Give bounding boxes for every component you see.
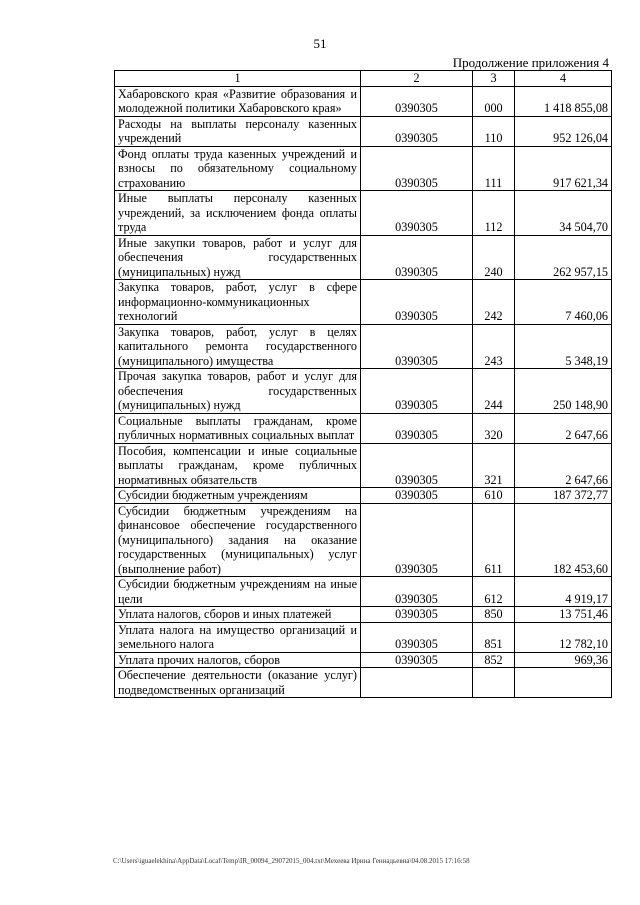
table-row	[115, 607, 612, 623]
amount-cell: 5 348,19	[515, 324, 612, 369]
amount-cell: 2 647,66	[515, 443, 612, 488]
table-row	[115, 668, 612, 698]
table-row	[115, 116, 612, 146]
expense-name-cell: Закупка товаров, работ, услуг в сфере информационно-коммуникационных технологий	[115, 280, 361, 325]
target-article-code-cell: 0390305	[361, 443, 473, 488]
expense-type-code-cell: 000	[473, 86, 515, 116]
expense-name-cell: Иные закупки товаров, работ и услуг для обеспечения государственных (муниципальных) нужд	[115, 235, 361, 280]
amount-cell: 952 126,04	[515, 116, 612, 146]
amount-cell: 7 460,06	[515, 280, 612, 325]
appendix-continuation-note: Продолжение приложения 4	[452, 55, 609, 70]
target-article-code-cell: 0390305	[361, 488, 473, 504]
expense-type-code-cell	[473, 668, 515, 698]
table-row	[115, 280, 612, 325]
expense-type-code-cell: 852	[473, 652, 515, 668]
target-article-code-cell: 0390305	[361, 86, 473, 116]
amount-cell: 262 957,15	[515, 235, 612, 280]
target-article-code-cell: 0390305	[361, 503, 473, 577]
amount-cell: 12 782,10	[515, 622, 612, 652]
expense-name-cell: Пособия, компенсации и иные социальные выплаты гражданам, кроме публичных нормативных обязательств	[115, 443, 361, 488]
amount-cell: 13 751,46	[515, 607, 612, 623]
table-row	[115, 324, 612, 369]
table-row	[115, 235, 612, 280]
table-row	[115, 86, 612, 116]
table-row	[115, 146, 612, 191]
expense-type-code-cell: 611	[473, 503, 515, 577]
amount-cell	[515, 668, 612, 698]
expense-type-code-cell: 243	[473, 324, 515, 369]
expense-name-cell: Хабаровского края «Развитие образования и молодежной политики Хабаровского края»	[115, 86, 361, 116]
amount-cell: 1 418 855,08	[515, 86, 612, 116]
expense-name-cell: Расходы на выплаты персоналу казенных учреждений	[115, 116, 361, 146]
amount-cell: 4 919,17	[515, 577, 612, 607]
target-article-code-cell: 0390305	[361, 369, 473, 414]
target-article-code-cell: 0390305	[361, 146, 473, 191]
expense-type-code-cell: 242	[473, 280, 515, 325]
table-row	[115, 413, 612, 443]
target-article-code-cell: 0390305	[361, 280, 473, 325]
expense-name-cell: Прочая закупка товаров, работ и услуг для обеспечения государственных (муниципальных) нужд	[115, 369, 361, 414]
expense-name-cell: Субсидии бюджетным учреждениям на финансовое обеспечение государственного (муниципального) задания на оказание государственных (муниципальных) услуг (выполнение работ)	[115, 503, 361, 577]
expense-name-cell: Обеспечение деятельности (оказание услуг) подведомственных организаций	[115, 668, 361, 698]
header-col-4: 4	[515, 71, 612, 87]
expense-type-code-cell: 244	[473, 369, 515, 414]
target-article-code-cell: 0390305	[361, 577, 473, 607]
table-row	[115, 622, 612, 652]
expense-name-cell: Уплата прочих налогов, сборов	[115, 652, 361, 668]
expense-name-cell: Субсидии бюджетным учреждениям	[115, 488, 361, 504]
expense-name-cell: Социальные выплаты гражданам, кроме публичных нормативных социальных выплат	[115, 413, 361, 443]
amount-cell: 34 504,70	[515, 191, 612, 236]
expense-type-code-cell: 112	[473, 191, 515, 236]
target-article-code-cell: 0390305	[361, 116, 473, 146]
expense-name-cell: Субсидии бюджетным учреждениям на иные цели	[115, 577, 361, 607]
table-row	[115, 443, 612, 488]
header-col-3: 3	[473, 71, 515, 87]
target-article-code-cell: 0390305	[361, 191, 473, 236]
header-row	[115, 71, 612, 87]
expense-type-code-cell: 110	[473, 116, 515, 146]
amount-cell: 182 453,60	[515, 503, 612, 577]
expense-type-code-cell: 320	[473, 413, 515, 443]
expense-type-code-cell: 851	[473, 622, 515, 652]
header-col-2: 2	[361, 71, 473, 87]
expense-type-code-cell: 610	[473, 488, 515, 504]
target-article-code-cell: 0390305	[361, 607, 473, 623]
expense-name-cell: Уплата налогов, сборов и иных платежей	[115, 607, 361, 623]
page-number: 51	[313, 36, 327, 51]
table-row	[115, 652, 612, 668]
expense-type-code-cell: 111	[473, 146, 515, 191]
expense-name-cell: Уплата налога на имущество организаций и земельного налога	[115, 622, 361, 652]
table-row	[115, 191, 612, 236]
amount-cell: 250 148,90	[515, 369, 612, 414]
expense-type-code-cell: 612	[473, 577, 515, 607]
footer-file-path: C:\Users\iguaelekhina\AppData\Local\Temp\IR_00094_29072015_004.txt\Мехеева Ирина Геннадьевна\04.08.2015 17:16:58	[113, 857, 470, 865]
table-row	[115, 488, 612, 504]
expense-type-code-cell: 850	[473, 607, 515, 623]
expense-name-cell: Иные выплаты персоналу казенных учреждений, за исключением фонда оплаты труда	[115, 191, 361, 236]
table-row	[115, 369, 612, 414]
expense-type-code-cell: 240	[473, 235, 515, 280]
table-row	[115, 503, 612, 577]
amount-cell: 917 621,34	[515, 146, 612, 191]
header-col-1: 1	[115, 71, 361, 87]
table-row	[115, 577, 612, 607]
budget-table	[114, 70, 612, 698]
amount-cell: 2 647,66	[515, 413, 612, 443]
target-article-code-cell: 0390305	[361, 413, 473, 443]
expense-name-cell: Закупка товаров, работ, услуг в целях капитального ремонта государственного (муниципального) имущества	[115, 324, 361, 369]
target-article-code-cell	[361, 668, 473, 698]
expense-name-cell: Фонд оплаты труда казенных учреждений и взносы по обязательному социальному страхованию	[115, 146, 361, 191]
target-article-code-cell: 0390305	[361, 235, 473, 280]
expense-type-code-cell: 321	[473, 443, 515, 488]
target-article-code-cell: 0390305	[361, 622, 473, 652]
amount-cell: 187 372,77	[515, 488, 612, 504]
target-article-code-cell: 0390305	[361, 652, 473, 668]
target-article-code-cell: 0390305	[361, 324, 473, 369]
amount-cell: 969,36	[515, 652, 612, 668]
